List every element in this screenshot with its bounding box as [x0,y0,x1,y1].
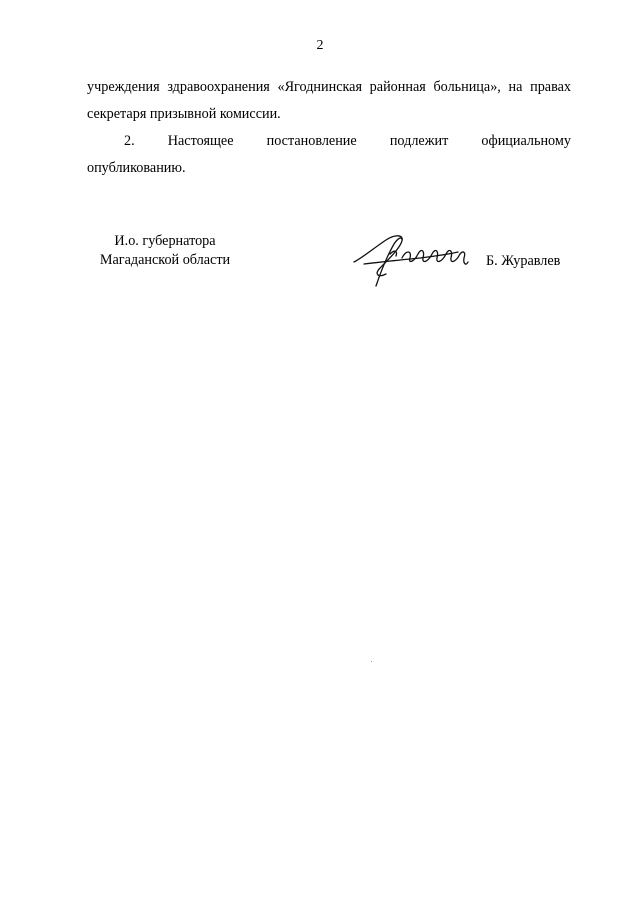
handwritten-signature [350,228,470,292]
signatory-title-line-2: Магаданской области [99,252,231,268]
item-number: 2. [124,133,135,149]
page-number: 2 [316,38,324,53]
paragraph-1-line-1: учреждения здравоохранения «Ягоднинская районная больница», на правах [87,79,571,95]
paragraph-1 [87,74,571,128]
signatory-name: Б. Журавлев [486,253,561,269]
paragraph-2-word: Настоящее [167,133,234,149]
paragraph-2-word: подлежит [389,133,449,149]
paragraph-2-line-1 [87,128,571,155]
paragraph-2-word: постановление [266,133,357,149]
paragraph-1-line-2: секретаря призывной комиссии. [87,106,281,122]
signatory-title-line-1: И.о. губернатора [114,233,216,249]
paragraph-2 [87,128,571,182]
paragraph-2-word: официальному [481,133,571,149]
scan-speck [371,661,372,662]
signatory-title [90,232,240,270]
paragraph-2-line-2: опубликованию. [87,160,186,176]
